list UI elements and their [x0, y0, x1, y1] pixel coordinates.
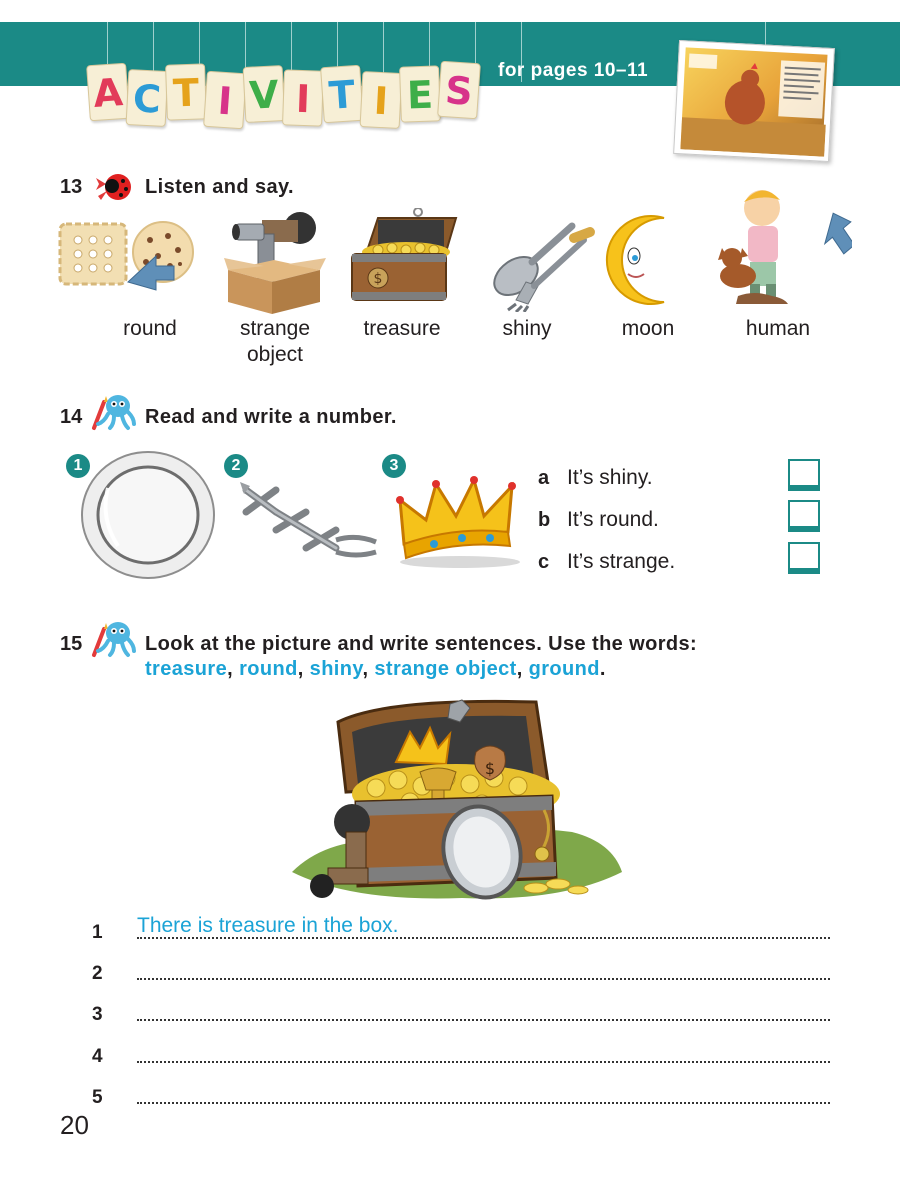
- ladybug-listen-icon: [94, 170, 134, 204]
- storybook-page-thumbnail: [673, 40, 835, 162]
- title-letter-tile: I: [282, 69, 324, 126]
- line-number-2: 2: [92, 963, 103, 984]
- title-letter-tile: I: [203, 71, 247, 130]
- rooster-scene-icon: [680, 47, 829, 156]
- answer-line-1[interactable]: [137, 937, 830, 939]
- exercise-13-instruction: Listen and say.: [145, 176, 295, 198]
- statement-letter-b: b: [538, 509, 551, 531]
- svg-text:$: $: [484, 759, 496, 778]
- keyword-shiny: shiny: [309, 658, 363, 680]
- statement-text-b: It’s round.: [567, 508, 659, 531]
- exercise-15-instruction: Look at the picture and write sentences. Use the words:: [145, 633, 698, 655]
- keyword-round: round: [239, 658, 298, 680]
- title-letter-tile: I: [360, 71, 403, 129]
- word-shiny: shiny: [502, 317, 552, 340]
- line-number-5: 5: [92, 1087, 103, 1108]
- exercise-14-number: 14: [60, 406, 83, 428]
- treasure-chest-scene-icon: [286, 692, 626, 906]
- keyword-separator: ,: [297, 658, 304, 680]
- keyword-end-mark: .: [599, 658, 606, 680]
- answer-line-2[interactable]: [137, 978, 830, 980]
- box-with-periscope-icon: [222, 208, 328, 316]
- title-letter-tile: A: [86, 63, 130, 122]
- svg-text:$: $: [373, 271, 383, 287]
- picture-number-3: 3: [382, 454, 406, 478]
- statement-letter-a: a: [538, 467, 550, 489]
- word-round: round: [123, 317, 177, 340]
- plate-icon: [78, 448, 218, 582]
- title-letter-tile: V: [243, 65, 286, 123]
- answer-box-b[interactable]: [788, 500, 820, 532]
- exercise-15-keywords: [145, 658, 606, 681]
- statement-text-a: It’s shiny.: [567, 466, 653, 489]
- picture-number-2: 2: [224, 454, 248, 478]
- keyword-ground: ground: [528, 658, 600, 680]
- octopus-writing-icon: [90, 392, 136, 432]
- keyword-strange-object: strange object: [374, 658, 517, 680]
- pages-reference: for pages 10–11: [498, 60, 649, 81]
- line-number-4: 4: [92, 1046, 103, 1067]
- exercise-13-number: 13: [60, 176, 83, 198]
- crescent-moon-icon: [604, 212, 696, 308]
- picture-number-1: 1: [66, 454, 90, 478]
- keyword-separator: ,: [362, 658, 369, 680]
- answer-box-c[interactable]: [788, 542, 820, 574]
- exercise-15-number: 15: [60, 633, 83, 655]
- line-number-3: 3: [92, 1004, 103, 1025]
- keyword-treasure: treasure: [145, 658, 228, 680]
- word-treasure: treasure: [363, 317, 441, 340]
- title-letter-tile: C: [126, 69, 169, 127]
- answer-line-3[interactable]: [137, 1019, 830, 1021]
- example-answer: There is treasure in the box.: [137, 914, 399, 937]
- storybook-illustration: [680, 47, 827, 154]
- boy-with-dog-icon: [718, 184, 852, 308]
- crown-icon: [396, 470, 526, 570]
- biscuit-and-cookie-icon: [58, 220, 198, 292]
- word-strange-object: strange object: [239, 317, 311, 366]
- exercise-14-instruction: Read and write a number.: [145, 406, 397, 428]
- line-number-1: 1: [92, 922, 103, 943]
- title-letter-tile: T: [320, 65, 364, 124]
- statement-letter-c: c: [538, 551, 550, 573]
- answer-line-4[interactable]: [137, 1061, 830, 1063]
- spoon-and-fork-icon: [486, 216, 598, 312]
- treasure-chest-icon: [348, 208, 466, 308]
- answer-box-a[interactable]: [788, 459, 820, 491]
- answer-line-5[interactable]: [137, 1102, 830, 1104]
- keyword-separator: ,: [227, 658, 234, 680]
- extending-grabber-icon: [236, 478, 386, 568]
- title-letter-tile: E: [399, 65, 441, 122]
- octopus-writing-icon: [90, 619, 136, 659]
- word-moon: moon: [621, 317, 675, 340]
- word-human: human: [745, 317, 811, 340]
- page-number: 20: [60, 1110, 89, 1140]
- keyword-separator: ,: [516, 658, 523, 680]
- statement-text-c: It’s strange.: [567, 550, 676, 573]
- title-letter-tile: T: [165, 63, 207, 120]
- title-letter-tile: S: [437, 61, 481, 120]
